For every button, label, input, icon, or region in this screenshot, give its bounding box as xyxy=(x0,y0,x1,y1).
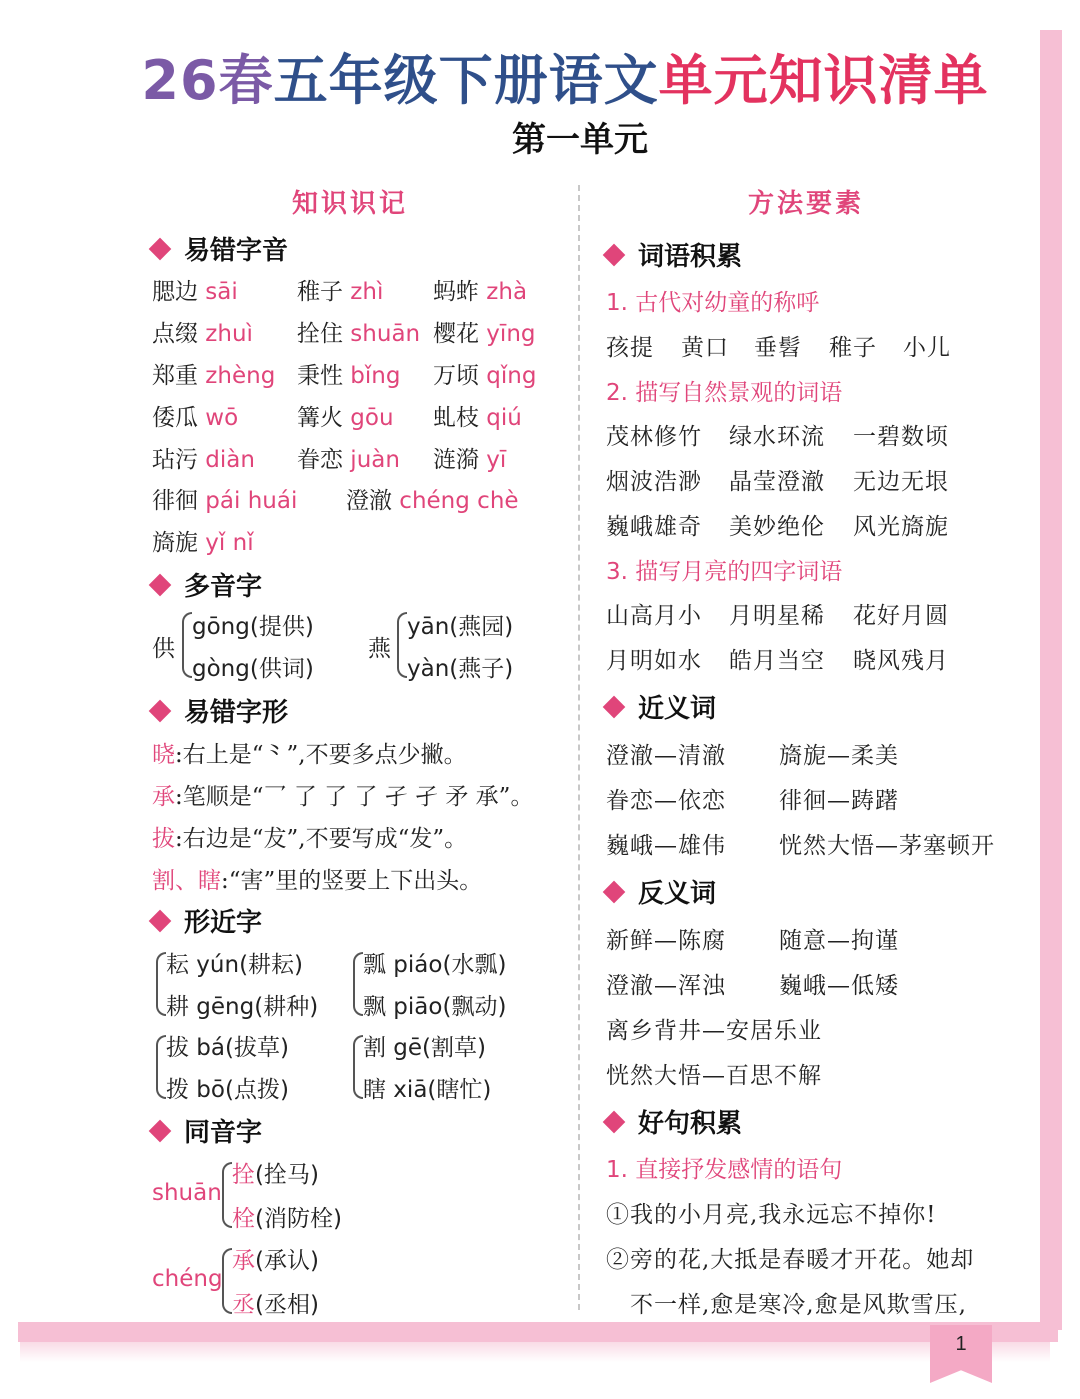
sound-item xyxy=(152,524,254,557)
sound-pinyin: qiú xyxy=(479,405,522,431)
sound-pinyin: bǐng xyxy=(343,363,401,389)
shape-note-row: 拔:右边是“犮”,不要写成“发”。 xyxy=(152,826,468,852)
sound-item xyxy=(433,273,527,306)
sound-item xyxy=(433,441,506,474)
vocab-word: 花好月圆 xyxy=(853,603,949,629)
sound-pinyin: pái huái xyxy=(198,488,298,514)
sound-item xyxy=(297,273,383,306)
sound-item xyxy=(433,399,522,432)
vocab-word: 垂髫 xyxy=(754,335,802,361)
sound-item xyxy=(152,441,255,474)
sound-pinyin: wō xyxy=(198,405,239,431)
sound-word: 玷污 xyxy=(152,447,198,473)
homophone-item: 丞(丞相) xyxy=(232,1292,319,1318)
diamond-icon xyxy=(603,1110,626,1133)
section-title-homophone: 同音字 xyxy=(152,1112,262,1149)
vocab-word: 烟波浩渺 xyxy=(606,469,702,495)
section-title-similar-shape: 形近字 xyxy=(152,902,262,939)
sound-word: 篝火 xyxy=(297,405,343,431)
antonym-pair: 恍然大悟—百思不解 xyxy=(606,1063,822,1089)
sound-item xyxy=(433,357,536,390)
section-title-easy-wrong-sound: 易错字音 xyxy=(152,230,288,267)
left-column-heading: 知识识记 xyxy=(292,189,409,219)
vocab-word: 无边无垠 xyxy=(853,469,949,495)
antonym-pair: 澄澈—浑浊 xyxy=(606,973,726,999)
antonym-pair: 新鲜—陈腐 xyxy=(606,928,726,954)
sound-word: 腮边 xyxy=(152,279,198,305)
homophone-item: 拴(拴马) xyxy=(232,1162,319,1188)
diamond-icon xyxy=(149,909,172,932)
section-title-easy-wrong-shape: 易错字形 xyxy=(152,692,288,729)
right-column-heading: 方法要素 xyxy=(748,189,865,219)
vocab-list-label: 2. 描写自然景观的词语 xyxy=(606,380,843,406)
synonym-pair: 眷恋—依恋 xyxy=(606,788,726,814)
similar-item: 瓢 piáo(水瓢) xyxy=(363,952,507,978)
homophone-item: 栓(消防栓) xyxy=(232,1206,342,1232)
shape-note-row: 晓:右上是“⺀”,不要多点少撇。 xyxy=(152,742,467,768)
section-title-antonym: 反义词 xyxy=(606,873,716,910)
section-title-polyphone: 多音字 xyxy=(152,566,262,603)
sound-item xyxy=(152,399,238,432)
sound-word: 澄澈 xyxy=(346,488,392,514)
sentence-line: 不一样,愈是寒冷,愈是风欺雪压, xyxy=(630,1292,967,1318)
similar-item: 耕 gēng(耕种) xyxy=(166,994,319,1020)
vocab-word: 月明如水 xyxy=(606,648,702,674)
diamond-icon xyxy=(149,237,172,260)
sound-word: 涟漪 xyxy=(433,447,479,473)
vocab-word: 山高月小 xyxy=(606,603,702,629)
page-frame-right xyxy=(1040,30,1062,1330)
homophone-pinyin: shuān xyxy=(152,1180,222,1206)
sentence-line: ①我的小月亮,我永远忘不掉你! xyxy=(606,1202,937,1228)
column-divider xyxy=(578,185,580,1310)
diamond-icon xyxy=(149,1119,172,1142)
vocab-list-label: 3. 描写月亮的四字词语 xyxy=(606,559,843,585)
homophone-pinyin: chéng xyxy=(152,1266,223,1292)
polyphone-char: 燕 xyxy=(368,636,391,662)
synonym-pair: 徘徊—踌躇 xyxy=(779,788,899,814)
vocab-word: 黄口 xyxy=(681,335,729,361)
sound-word: 蚂蚱 xyxy=(433,279,479,305)
sound-word: 眷恋 xyxy=(297,447,343,473)
vocab-word: 孩提 xyxy=(606,335,654,361)
vocab-word: 美妙绝伦 xyxy=(729,514,825,540)
page-number: 1 xyxy=(955,1333,967,1355)
diamond-icon xyxy=(603,695,626,718)
vocab-list-label: 1. 古代对幼童的称呼 xyxy=(606,290,820,316)
sound-pinyin: sāi xyxy=(198,279,238,305)
sound-item xyxy=(152,273,238,306)
sound-pinyin: gōu xyxy=(343,405,394,431)
sound-pinyin: shuān xyxy=(343,321,421,347)
sound-word: 郑重 xyxy=(152,363,198,389)
page-shadow xyxy=(20,1342,1050,1362)
sound-item xyxy=(152,357,275,390)
vocab-word: 小儿 xyxy=(903,335,951,361)
sound-item xyxy=(433,315,536,348)
sound-pinyin: yǐ nǐ xyxy=(198,530,254,556)
sound-word: 稚子 xyxy=(297,279,343,305)
similar-item: 耘 yún(耕耘) xyxy=(166,952,304,978)
sound-item xyxy=(152,482,297,515)
sound-word: 点缀 xyxy=(152,321,198,347)
sound-pinyin: yī xyxy=(479,447,507,473)
brace-icon xyxy=(353,952,363,1016)
vocab-word: 绿水环流 xyxy=(729,424,825,450)
vocab-word: 茂林修竹 xyxy=(606,424,702,450)
homophone-item: 承(承认) xyxy=(232,1248,319,1274)
similar-item: 飘 piāo(飘动) xyxy=(363,994,507,1020)
brace-icon xyxy=(222,1248,232,1314)
polyphone-reading: yàn(燕子) xyxy=(407,656,514,682)
sound-pinyin: zhuì xyxy=(198,321,253,347)
synonym-pair: 澄澈—清澈 xyxy=(606,743,726,769)
sound-item xyxy=(346,482,519,515)
vocab-word: 巍峨雄奇 xyxy=(606,514,702,540)
synonym-pair: 旖旎—柔美 xyxy=(779,743,899,769)
diamond-icon xyxy=(149,573,172,596)
synonym-pair: 巍峨—雄伟 xyxy=(606,833,726,859)
sound-pinyin: qǐng xyxy=(479,363,537,389)
brace-icon xyxy=(182,612,192,678)
shape-note-row: 割、瞎:“害”里的竖要上下出头。 xyxy=(152,868,483,894)
sound-pinyin: zhà xyxy=(479,279,528,305)
antonym-pair: 离乡背井—安居乐业 xyxy=(606,1018,822,1044)
diamond-icon xyxy=(149,699,172,722)
vocab-word: 风光旖旎 xyxy=(853,514,949,540)
brace-icon xyxy=(353,1035,363,1099)
sound-item xyxy=(297,315,420,348)
sound-item xyxy=(297,441,400,474)
sound-pinyin: juàn xyxy=(343,447,400,473)
vocab-word: 晶莹澄澈 xyxy=(729,469,825,495)
page-frame-bottom xyxy=(18,1322,1058,1342)
section-title-synonym: 近义词 xyxy=(606,688,716,725)
sound-word: 倭瓜 xyxy=(152,405,198,431)
brace-icon xyxy=(397,612,407,678)
sentence-list-label: 1. 直接抒发感情的语句 xyxy=(606,1157,843,1183)
sound-word: 徘徊 xyxy=(152,488,198,514)
brace-icon xyxy=(156,1035,166,1099)
sound-word: 拴住 xyxy=(297,321,343,347)
polyphone-reading: gòng(供词) xyxy=(192,656,314,682)
page-title: 26春五年级下册语文单元知识清单 xyxy=(141,49,989,112)
similar-item: 割 gē(割草) xyxy=(363,1035,487,1061)
similar-item: 拨 bō(点拨) xyxy=(166,1077,289,1103)
sound-word: 樱花 xyxy=(433,321,479,347)
sound-pinyin: diàn xyxy=(198,447,255,473)
vocab-word: 皓月当空 xyxy=(729,648,825,674)
synonym-pair: 恍然大悟—茅塞顿开 xyxy=(779,833,995,859)
vocab-word: 一碧数顷 xyxy=(853,424,949,450)
antonym-pair: 随意—拘谨 xyxy=(779,928,899,954)
vocab-word: 稚子 xyxy=(829,335,877,361)
antonym-pair: 巍峨—低矮 xyxy=(779,973,899,999)
sound-pinyin: zhèng xyxy=(198,363,276,389)
sound-word: 虬枝 xyxy=(433,405,479,431)
sound-pinyin: zhì xyxy=(343,279,384,305)
similar-item: 拔 bá(拔草) xyxy=(166,1035,289,1061)
sound-item xyxy=(152,315,253,348)
sound-word: 万顷 xyxy=(433,363,479,389)
sentence-line: ②旁的花,大抵是春暖才开花。她却 xyxy=(606,1247,975,1273)
similar-item: 瞎 xiā(瞎忙) xyxy=(363,1077,492,1103)
vocab-word: 月明星稀 xyxy=(729,603,825,629)
shape-note-row: 承:笔顺是“乛 了 了 了 孑 孑 矛 承”。 xyxy=(152,784,534,810)
section-title-sentences: 好句积累 xyxy=(606,1103,742,1140)
sound-item xyxy=(297,399,394,432)
brace-icon xyxy=(156,952,166,1016)
unit-subtitle: 第一单元 xyxy=(512,120,648,160)
brace-icon xyxy=(222,1162,232,1228)
polyphone-reading: yān(燕园) xyxy=(407,614,514,640)
diamond-icon xyxy=(603,243,626,266)
sound-word: 秉性 xyxy=(297,363,343,389)
sound-pinyin: chéng chè xyxy=(392,488,519,514)
vocab-word: 晓风残月 xyxy=(853,648,949,674)
polyphone-char: 供 xyxy=(152,636,175,662)
diamond-icon xyxy=(603,880,626,903)
sound-item xyxy=(297,357,400,390)
sound-word: 旖旎 xyxy=(152,530,198,556)
polyphone-reading: gōng(提供) xyxy=(192,614,314,640)
section-title-vocab: 词语积累 xyxy=(606,236,742,273)
sound-pinyin: yīng xyxy=(479,321,536,347)
